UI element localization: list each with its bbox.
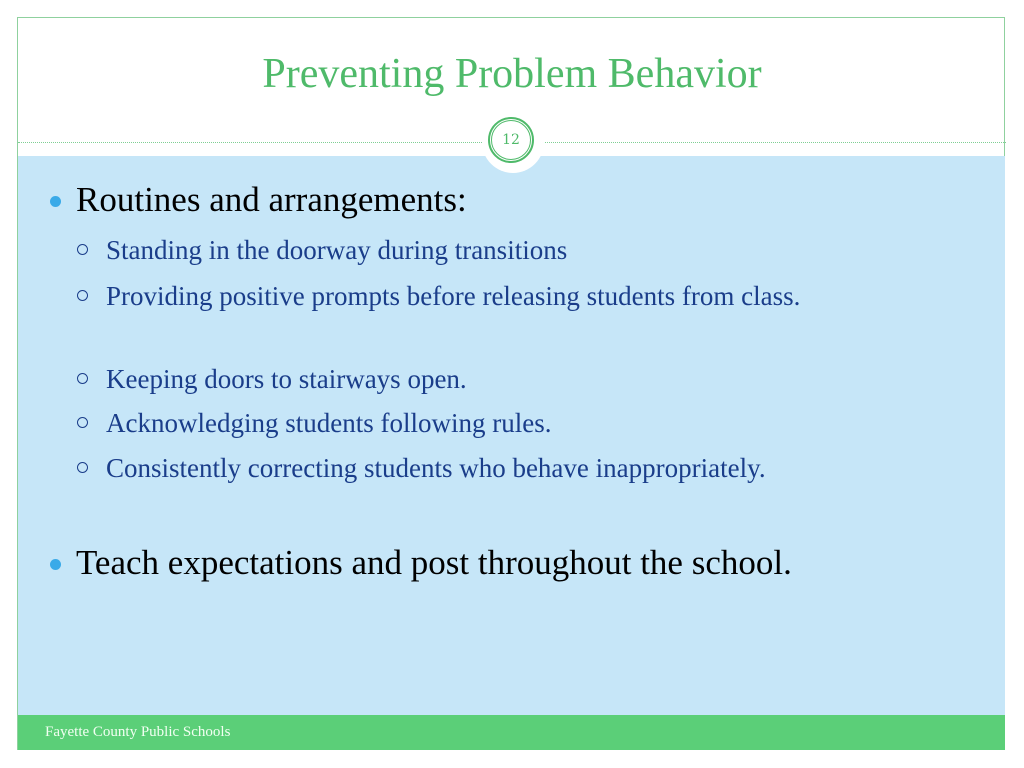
- sub-bullet-item: [106, 232, 966, 268]
- circle-bullet-icon: [77, 244, 88, 255]
- sub-bullet-text: Providing positive prompts before releasing students from class.: [106, 281, 801, 311]
- bullet-text: Teach expectations and post throughout the school.: [76, 543, 792, 582]
- sub-bullet-item: [106, 361, 966, 397]
- circle-bullet-icon: [77, 373, 88, 384]
- sub-bullet-text: Consistently correcting students who behave inappropriately.: [106, 453, 766, 483]
- sub-bullet-text: Standing in the doorway during transitions: [106, 235, 568, 265]
- sub-bullet-text: Keeping doors to stairways open.: [106, 364, 467, 394]
- page-number: 12: [491, 120, 531, 160]
- sub-bullet-item: [106, 278, 966, 314]
- bullet-item: [76, 543, 792, 583]
- circle-bullet-icon: [77, 417, 88, 428]
- slide-title: Preventing Problem Behavior: [262, 51, 762, 97]
- bullet-text: Routines and arrangements:: [76, 180, 467, 219]
- footer-text: Fayette County Public Schools: [45, 724, 231, 740]
- sub-bullet-item: [106, 450, 1006, 486]
- circle-bullet-icon: [77, 462, 88, 473]
- sub-bullet-text: Acknowledging students following rules.: [106, 408, 552, 438]
- bullet-item: [76, 180, 467, 220]
- bullet-icon: [50, 559, 61, 570]
- bullet-icon: [50, 196, 61, 207]
- circle-bullet-icon: [77, 290, 88, 301]
- footer-bar: [18, 715, 1005, 750]
- sub-bullet-item: [106, 405, 966, 441]
